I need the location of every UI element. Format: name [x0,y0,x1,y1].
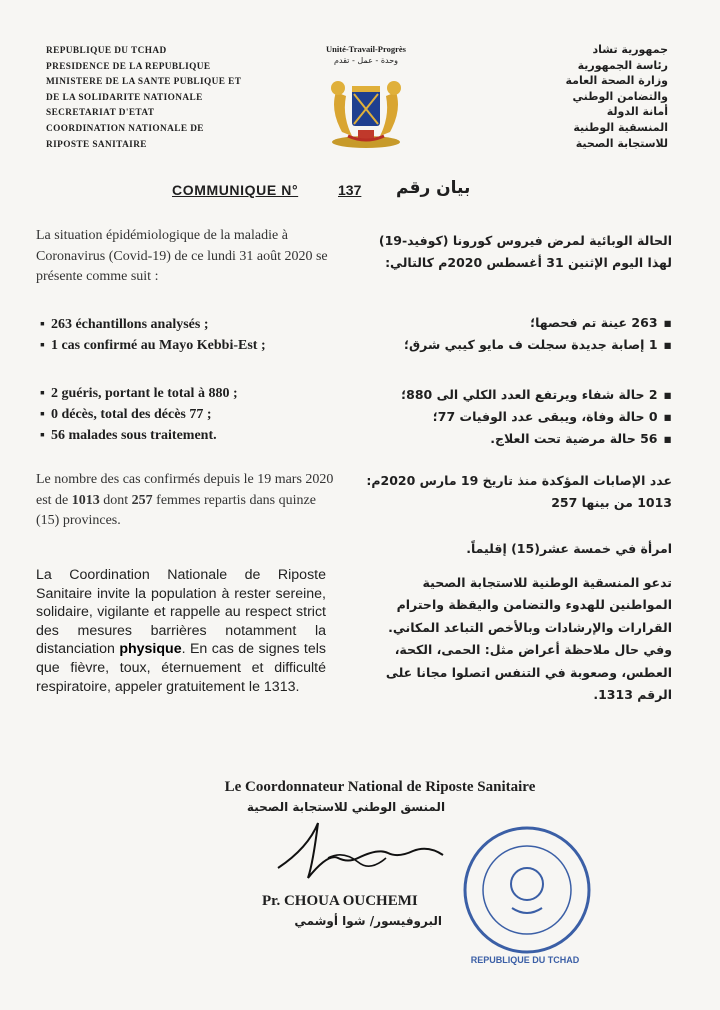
header-fr-line: MINISTERE DE LA SANTE PUBLIQUE ET [46,77,242,88]
fr-advice-text-a: La Coordination Nationale de Riposte Sanitaire invite la population à rester sereine, solidaire, vigilante et rappelle au respect strict des mesures barrières notamment la distanciation [36,567,326,658]
header-ar-line: جمهورية تشاد [592,43,668,56]
fr-advice-bold: physique [119,641,182,658]
list-item: ▪ 1 cas confirmé au Mayo Kebbi-Est ; [40,335,340,356]
ar-list-outcomes [362,384,672,450]
ar-provinces: امرأة في خمسة عشر(15) إقليماً. [466,541,672,556]
fr-total-text-c: femmes repartis dans quinze (15) provinces. [36,492,316,528]
list-item: ▪ 2 حالة شفاء ويرتفع العدد الكلي الى 880؛ [362,384,672,406]
header-ar-line: أمانة الدولة [606,105,668,119]
communique-title [172,178,512,208]
fr-intro: La situation épidémiologique de la maladie à Coronavirus (Covid-19) de ce lundi 31 août 2020 se présente comme suit : [36,228,328,284]
fr-advice-text-b: . En cas de signes tels que fièvre, toux, éternuement et difficulté respiratoire, appeler gratuitement le 1313. [36,641,327,695]
fr-total-count: 1013 [71,492,100,508]
motto: Unité-Travail-Progrès [326,44,406,54]
signatory-name: Pr. CHOUA OUCHEMI [262,893,418,909]
list-item: ▪ 56 malades sous traitement. [40,425,340,446]
signatory-name-ar: البروفيسور/ شوا أوشمي [294,914,442,928]
header-ar-line: المنسقية الوطنية [573,120,668,134]
header-fr-line: PRESIDENCE DE LA REPUBLIQUE [46,61,211,72]
motto-ar: وحدة - عمل - تقدم [333,56,399,65]
list-item: ▪ 263 échantillons analysés ; [40,314,340,335]
fr-women-count: 257 [131,492,153,508]
list-item: ▪ 0 décès, total des décès 77 ; [40,404,340,425]
stamp-text: REPUBLIQUE DU TCHAD [470,955,580,965]
fr-list-tests [40,314,340,356]
list-item: ▪ 0 حالة وفاة، ويبقى عدد الوفيات 77؛ [362,406,672,428]
ar-list-tests [362,312,672,356]
header-fr-line: REPUBLIQUE DU TCHAD [46,46,167,56]
signatory-title-ar: المنسق الوطني للاستجابة الصحية [246,800,446,814]
list-item: ▪ 2 guéris, portant le total à 880 ; [40,383,340,404]
fr-total-cases [36,470,336,532]
official-stamp-icon [452,812,602,972]
header-fr-line: DE LA SOLIDARITE NATIONALE [46,92,203,103]
header-ar-line: وزارة الصحة العامة [565,74,668,88]
header-fr [46,44,276,153]
fr-advice [36,566,326,696]
fr-total-text-b: dont [99,492,132,508]
communique-label-ar: بيان رقم [396,178,471,198]
signatory-title: Le Coordonnateur National de Riposte Sanitaire [224,779,536,795]
header-ar-line: والتضامن الوطني [572,89,668,103]
list-item: ▪ 56 حالة مرضية تحت العلاج. [362,428,672,450]
header-ar-line: رئاسة الجمهورية [577,58,668,72]
ar-advice: تدعو المنسقية الوطنية للاستجابة الصحية المواطنين للهدوء والتضامن واليقظة واحترام القرارات والإرشادات وبالأخص التباعد المكاني. وفي حال ملاحظة أعراض مثل: الحمى، الكحة، العطس، وصعوبة في التنفس اتصلوا مجانا على الرقم 1313. [385,575,672,703]
communique-number: 137 [338,182,362,198]
ar-intro: الحالة الوبائية لمرض فيروس كورونا (كوفيد-19) لهذا اليوم الإثنين 31 أغسطس 2020م كالتالي: [378,233,672,270]
communique-label: COMMUNIQUE N° [172,182,299,198]
header-ar-line: للاستجابة الصحية [575,136,668,150]
coat-of-arms-icon [318,72,414,150]
ar-total-cases: عدد الإصابات المؤكدة منذ تاريخ 19 مارس 2020م: 1013 من بينها 257 [366,473,672,510]
header-fr-line: SECRETARIAT D'ETAT [46,108,155,119]
header-fr-line: RIPOSTE SANITAIRE [46,139,147,150]
header-fr-line: COORDINATION NATIONALE DE [46,123,204,134]
list-item: ▪ 1 إصابة جديدة سجلت ف مايو كيبي شرق؛ [362,334,672,356]
fr-list-outcomes [40,383,340,446]
header-ar [468,42,668,151]
fr-total-text-a: Le nombre des cas confirmés depuis le 19 mars 2020 est de [36,472,334,508]
list-item: ▪ 263 عينة تم فحصها؛ [362,312,672,334]
